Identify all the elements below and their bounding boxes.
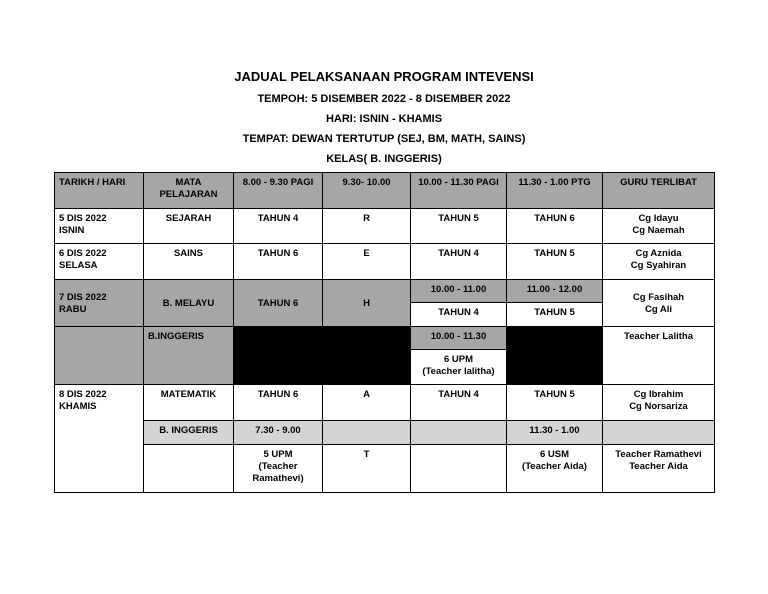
empty-cell	[603, 421, 715, 445]
empty-cell	[144, 445, 234, 493]
table-row	[55, 244, 715, 280]
teacher-cell	[603, 445, 715, 493]
slot-cell: TAHUN 4	[234, 209, 323, 244]
teacher-name: Cg Norsariza	[629, 401, 688, 412]
day-text: SELASA	[59, 260, 98, 271]
teacher-name: Cg Aznida	[635, 248, 682, 259]
header-cell: 10.00 - 11.30 PAGI	[411, 173, 507, 209]
teacher-name: Cg Fasihah	[632, 292, 685, 303]
date-cell	[55, 209, 144, 244]
slot-cell: TAHUN 6	[507, 209, 603, 244]
table-row	[55, 209, 715, 244]
teacher-cell: Teacher Lalitha	[603, 327, 715, 385]
subject-cell: B. MELAYU	[144, 280, 234, 327]
rest-cell: A	[323, 385, 411, 421]
header-row	[55, 173, 715, 209]
header-cell: TARIKH / HARI	[55, 173, 144, 209]
time-cell: 7.30 - 9.00	[234, 421, 323, 445]
slot-cell: TAHUN 5	[507, 385, 603, 421]
subject-cell: MATEMATIK	[144, 385, 234, 421]
empty-cell	[411, 445, 507, 493]
kelas-line: KELAS( B. INGGERIS)	[326, 153, 442, 165]
teacher-cell	[603, 280, 715, 327]
teacher-name: Cg Syahiran	[630, 260, 687, 271]
date-cell	[55, 385, 144, 493]
subject-cell: SAINS	[144, 244, 234, 280]
subject-cell: B.INGGERIS	[144, 327, 234, 385]
header-cell: 9.30- 10.00	[323, 173, 411, 209]
tempat-line: TEMPAT: DEWAN TERTUTUP (SEJ, BM, MATH, SAINS)	[242, 133, 526, 145]
schedule-table	[54, 172, 715, 493]
header-cell: 8.00 - 9.30 PAGI	[234, 173, 323, 209]
day-text: ISNIN	[59, 225, 85, 236]
subject-cell: SEJARAH	[144, 209, 234, 244]
slot-cell: TAHUN 5	[507, 303, 603, 327]
class-text: 5 UPM	[263, 449, 293, 460]
slot-cell: TAHUN 6	[234, 280, 323, 327]
date-text: 6 DIS 2022	[59, 248, 107, 259]
blocked-cell	[507, 327, 603, 385]
header-cell: MATA PELAJARAN	[144, 173, 234, 209]
date-text: 7 DIS 2022	[59, 292, 107, 303]
teacher-text: (Teacher lalitha)	[422, 366, 495, 377]
teacher-name: Teacher Aida	[629, 461, 688, 472]
time-cell: 11.30 - 1.00	[507, 421, 603, 445]
time-cell: 10.00 - 11.30	[411, 327, 507, 350]
teacher-name: Cg Idayu	[638, 213, 679, 224]
teacher-name: Cg Ali	[644, 304, 673, 315]
rest-cell: T	[323, 445, 411, 493]
time-cell: 11.00 - 12.00	[507, 280, 603, 303]
document-title: JADUAL PELAKSANAAN PROGRAM INTEVENSI	[234, 69, 534, 84]
slot-cell: TAHUN 5	[411, 209, 507, 244]
class-text: 6 UPM	[443, 354, 474, 365]
rest-cell: H	[323, 280, 411, 327]
slot-cell: TAHUN 5	[507, 244, 603, 280]
date-cell	[55, 244, 144, 280]
rest-cell: R	[323, 209, 411, 244]
teacher-name: Teacher Ramathevi	[615, 449, 702, 460]
teacher-text: Ramathevi)	[252, 473, 304, 484]
slot-cell: TAHUN 4	[411, 244, 507, 280]
class-text: 6 USM	[539, 449, 570, 460]
day-text: KHAMIS	[59, 401, 97, 412]
teacher-text: (Teacher	[258, 461, 298, 472]
table-row	[55, 280, 715, 303]
teacher-name: Cg Ibrahim	[633, 389, 684, 400]
slot-cell: TAHUN 4	[411, 303, 507, 327]
table-row	[55, 385, 715, 421]
table-row	[55, 421, 715, 445]
date-cell-empty	[55, 327, 144, 385]
header-cell: GURU TERLIBAT	[603, 173, 715, 209]
tempoh-line: TEMPOH: 5 DISEMBER 2022 - 8 DISEMBER 2022	[257, 93, 511, 105]
header-cell: 11.30 - 1.00 PTG	[507, 173, 603, 209]
time-cell: 10.00 - 11.00	[411, 280, 507, 303]
slot-cell: TAHUN 4	[411, 385, 507, 421]
slot-cell: TAHUN 6	[234, 244, 323, 280]
slot-cell	[411, 350, 507, 385]
empty-cell	[411, 421, 507, 445]
slot-cell	[507, 445, 603, 493]
teacher-cell	[603, 209, 715, 244]
hari-line: HARI: ISNIN - KHAMIS	[325, 113, 443, 125]
teacher-cell	[603, 385, 715, 421]
subject-cell: B. INGGERIS	[144, 421, 234, 445]
teacher-name: Cg Naemah	[632, 225, 685, 236]
date-text: 8 DIS 2022	[59, 389, 107, 400]
slot-cell	[234, 445, 323, 493]
teacher-text: (Teacher Aida)	[522, 461, 587, 472]
date-text: 5 DIS 2022	[59, 213, 107, 224]
blocked-cell	[234, 327, 411, 385]
rest-cell: E	[323, 244, 411, 280]
table-row	[55, 327, 715, 350]
slot-cell: TAHUN 6	[234, 385, 323, 421]
teacher-cell	[603, 244, 715, 280]
day-text: RABU	[59, 304, 87, 315]
empty-cell	[323, 421, 411, 445]
table-row	[55, 445, 715, 493]
date-cell	[55, 280, 144, 327]
